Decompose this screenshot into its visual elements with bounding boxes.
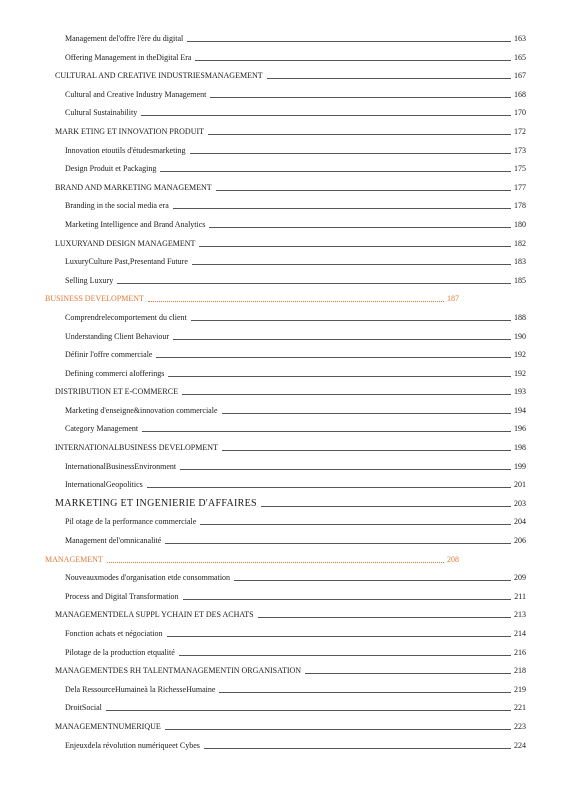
toc-leader-line [209,227,521,228]
toc-entry-page-number: 224 [511,737,526,756]
toc-entry[interactable] [0,420,566,439]
toc-entry[interactable] [0,569,566,588]
toc-entry-title: DroitSocial [65,703,102,713]
toc-leader-line [160,171,521,172]
toc-entry-page-number: 216 [511,644,526,663]
toc-entry[interactable] [0,495,566,514]
toc-entry[interactable] [0,67,566,86]
toc-leader-line [208,134,521,135]
toc-entry-page-number: 196 [511,420,526,439]
toc-entry[interactable] [0,513,566,532]
toc-entry-page-number: 183 [511,253,526,272]
toc-leader-line [148,301,454,302]
toc-entry[interactable] [0,625,566,644]
toc-entry-page-number: 167 [511,67,526,86]
toc-entry-title: Cultural and Creative Industry Management [65,89,207,99]
toc-entry-page-number: 209 [511,569,526,588]
toc-entry-page-number: 182 [511,235,526,254]
toc-entry-page-number: 170 [511,104,526,123]
toc-entry-page-number: 180 [511,216,526,235]
toc-entry-page-number: 204 [511,513,526,532]
toc-leader-line [204,748,521,749]
toc-entry[interactable] [0,179,566,198]
toc-entry-page-number: 187 [444,290,459,309]
toc-leader-line [183,599,521,600]
toc-entry-title: MANAGEMENTNUMERIQUE [55,721,161,731]
toc-leader-line [173,339,521,340]
toc-entry-title: InternationalGeopolitics [65,480,143,490]
toc-entry-title: Innovation etoutils d'étudesmarketing [65,145,186,155]
toc-entry[interactable] [0,30,566,49]
toc-entry-page-number: 188 [511,309,526,328]
toc-entry[interactable] [0,328,566,347]
toc-entry-title: Selling Luxury [65,275,114,285]
toc-entry-page-number: 223 [511,718,526,737]
toc-leader-line [165,543,521,544]
toc-leader-line [222,450,521,451]
toc-entry-title: BRAND AND MARKETING MANAGEMENT [55,182,212,192]
toc-entry-title: Comprendrelecomportement du client [65,312,187,322]
toc-entry[interactable] [0,606,566,625]
toc-entry-title: Design Produit et Packaging [65,164,157,174]
toc-entry-page-number: 192 [511,346,526,365]
toc-leader-line [142,431,521,432]
toc-entry-title: LUXURYAND DESIGN MANAGEMENT [55,238,196,248]
toc-entry-title: Dela RessourceHumaineà la RichesseHumaine [65,684,216,694]
toc-entry-page-number: 219 [511,681,526,700]
toc-entry-page-number: 175 [511,160,526,179]
toc-leader-line [200,524,521,525]
toc-entry[interactable] [0,439,566,458]
toc-leader-line [168,376,521,377]
toc-entry-title: INTERNATIONALBUSINESS DEVELOPMENT [55,443,218,453]
toc-leader-line [165,729,521,730]
toc-entry-page-number: 199 [511,458,526,477]
toc-entry-page-number: 168 [511,86,526,105]
toc-entry[interactable] [0,532,566,551]
toc-entry-page-number: 177 [511,179,526,198]
toc-entry[interactable] [0,644,566,663]
toc-entry-page-number: 206 [511,532,526,551]
toc-leader-line [182,394,521,395]
toc-leader-line [117,283,521,284]
toc-entry[interactable] [0,104,566,123]
toc-leader-line [261,506,521,507]
toc-entry-title: LuxuryCulture Past,Presentand Future [65,257,188,267]
toc-entry[interactable] [0,290,566,309]
toc-entry-page-number: 193 [511,383,526,402]
toc-entry-title: Pilotage de la production etqualité [65,647,175,657]
toc-entry-title: MANAGEMENTDES RH TALENTMANAGEMENTIN ORGANISATION [55,666,302,676]
toc-leader-line [191,320,521,321]
toc-leader-line [179,655,521,656]
toc-leader-line [305,673,521,674]
toc-leader-line [192,264,521,265]
toc-entry[interactable] [0,272,566,291]
toc-leader-line [210,97,521,98]
toc-entry[interactable] [0,235,566,254]
toc-entry[interactable] [0,383,566,402]
toc-entry-title: Fonction achats et négociation [65,629,163,638]
toc-leader-line [141,115,521,116]
toc-entry-page-number: 172 [511,123,526,142]
toc-entry-title: Management del'offre l'ère du digital [65,34,184,43]
toc-entry-title: MANAGEMENTDELA SUPPL YCHAIN ET DES ACHATS [55,610,254,620]
toc-entry[interactable] [0,551,566,570]
toc-entry-page-number: 221 [511,699,526,718]
toc-entry[interactable] [0,718,566,737]
toc-entry-page-number: 201 [511,476,526,495]
toc-entry-page-number: 211 [511,588,526,607]
toc-entry[interactable] [0,49,566,68]
toc-leader-line [173,208,521,209]
toc-leader-line [219,692,521,693]
table-of-contents [0,30,566,755]
toc-leader-line [195,60,521,61]
toc-entry[interactable] [0,588,566,607]
toc-leader-line [234,580,521,581]
toc-entry-page-number: 190 [511,328,526,347]
toc-entry-title: MARK ETING ET INNOVATION PRODUIT [55,126,205,136]
toc-leader-line [156,357,521,358]
toc-entry[interactable] [0,346,566,365]
toc-leader-line [222,413,521,414]
toc-leader-line [106,710,521,711]
toc-entry-page-number: 213 [511,606,526,625]
toc-leader-line [258,617,521,618]
toc-entry-page-number: 163 [511,30,526,49]
toc-entry[interactable] [0,253,566,272]
toc-entry[interactable] [0,681,566,700]
toc-entry-title: Process and Digital Transformation [65,591,179,601]
toc-entry-page-number: 194 [511,402,526,421]
toc-leader-line [147,487,521,488]
toc-entry-title: Marketing Intelligence and Brand Analytics [65,219,206,229]
toc-leader-line [107,562,454,563]
toc-entry-title: MANAGEMENT [45,554,103,564]
toc-leader-line [216,190,521,191]
toc-entry-title: Pil otage de la performance commerciale [65,517,197,527]
toc-entry-page-number: 192 [511,365,526,384]
toc-entry-title: Définir l'offre commerciale [65,350,153,360]
toc-entry-title: CULTURAL AND CREATIVE INDUSTRIESMANAGEMENT [55,71,263,81]
toc-entry[interactable] [0,216,566,235]
toc-entry-title: DISTRIBUTION ET E-COMMERCE [55,387,178,397]
toc-entry[interactable] [0,365,566,384]
toc-entry-title: Category Management [65,424,139,434]
toc-entry-page-number: 198 [511,439,526,458]
toc-entry[interactable] [0,662,566,681]
toc-entry-page-number: 185 [511,272,526,291]
toc-entry[interactable] [0,458,566,477]
toc-entry-title: Nouveauxmodes d'organisation etde consommation [65,573,231,583]
toc-entry-page-number: 203 [511,495,526,514]
toc-leader-line [190,153,521,154]
toc-entry[interactable] [0,123,566,142]
toc-entry-title: Branding in the social media era [65,201,169,211]
toc-entry[interactable] [0,476,566,495]
toc-entry[interactable] [0,160,566,179]
toc-entry-title: Defining commerci aIofferings [65,368,165,378]
toc-entry-title: Marketing d'enseigne&innovation commerciale [65,405,218,415]
toc-entry-page-number: 165 [511,49,526,68]
toc-entry-title: Understanding Client Behaviour [65,331,169,341]
toc-entry-page-number: 208 [444,551,459,570]
toc-entry[interactable] [0,309,566,328]
toc-entry[interactable] [0,142,566,161]
toc-entry[interactable] [0,86,566,105]
toc-entry[interactable] [0,402,566,421]
toc-leader-line [180,469,521,470]
toc-entry-title: Offering Management in theDigital Era [65,52,192,62]
toc-entry[interactable] [0,699,566,718]
toc-entry[interactable] [0,197,566,216]
toc-entry-title: BUSINESS DEVELOPMENT [45,294,144,304]
toc-leader-line [187,41,521,42]
toc-entry-title: InternationalBusinessEnvironment [65,461,177,471]
toc-entry-title: Enjeuxdela révolution numériqueet Cybes [65,740,200,750]
toc-entry-page-number: 173 [511,142,526,161]
toc-entry-title: Cultural Sustainability [65,108,138,118]
toc-entry-page-number: 178 [511,197,526,216]
toc-entry-page-number: 214 [511,625,526,644]
toc-leader-line [199,246,521,247]
toc-entry-title: MARKETING ET INGENIERIE D'AFFAIRES [55,497,257,509]
toc-leader-line [267,78,521,79]
toc-entry-page-number: 218 [511,662,526,681]
toc-entry[interactable] [0,737,566,756]
toc-entry-title: Management del'omnicanalité [65,536,162,546]
toc-leader-line [167,636,521,637]
